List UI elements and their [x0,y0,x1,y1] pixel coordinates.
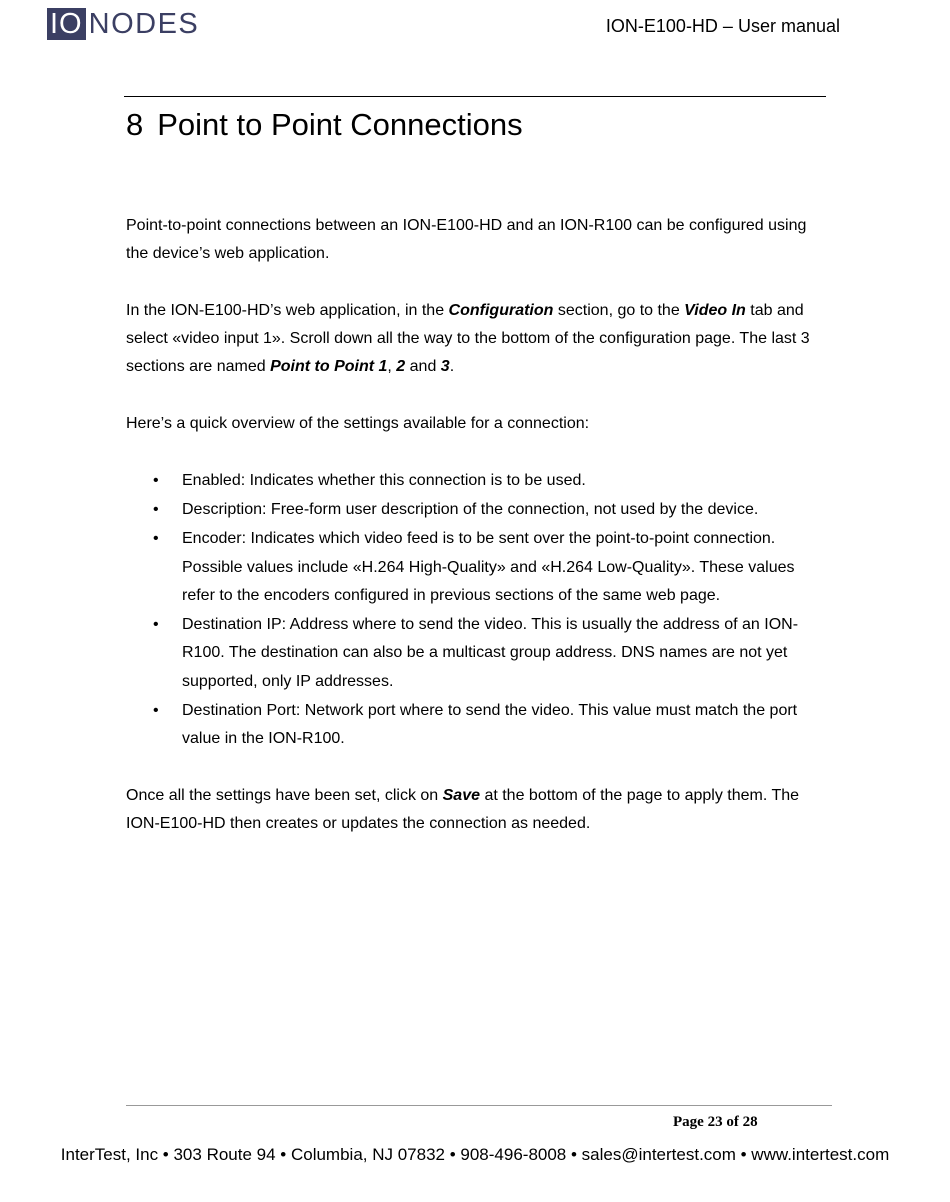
list-item [126,611,826,696]
bullet-icon: • [153,471,159,489]
closing-emphasis-save: Save [442,786,480,804]
nav-emphasis-2: 2 [396,358,406,376]
logo-box: IO [47,8,86,40]
nav-emphasis-3: 3 [440,358,450,376]
nav-text-2: section, go to the [553,301,685,319]
navigation-paragraph [126,297,826,382]
list-item-text: Destination Port: Network port where to send the video. This value must match the port value in the ION-R100. [182,702,798,748]
logo-text: NODES [88,8,200,40]
header-divider [124,96,826,97]
list-item-text: Destination IP: Address where to send the video. This is usually the address of an ION-R100. The destination can also be a multicast group address. DNS names are not yet supported, only IP addresses. [182,616,799,690]
bullet-icon: • [153,500,159,518]
list-item-text: Encoder: Indicates which video feed is to be sent over the point-to-point connection. Possible values include «H.264 High-Quality» and «H.264 Low-Quality». These values refer to the encoders configured in previous sections of the same web page. [182,530,795,604]
list-item [126,496,826,524]
list-item [126,697,826,754]
overview-paragraph: Here’s a quick overview of the settings available for a connection: [126,415,590,433]
nav-text-5: and [405,358,441,376]
nav-emphasis-configuration: Configuration [448,301,554,319]
page-number: Page 23 of 28 [673,1114,758,1130]
list-item-text: Enabled: Indicates whether this connection is to be used. [182,471,586,489]
nav-emphasis-point-to-point-1: Point to Point 1 [270,358,388,376]
bullet-icon: • [153,616,159,634]
bullet-icon: • [153,702,159,720]
section-number: 8 [126,107,144,142]
list-item [126,525,826,610]
section-heading [126,106,523,144]
body-text [126,212,826,867]
bullet-icon: • [153,530,159,548]
nav-text-3: tab and select «video input 1». Scroll down all the way to the bottom of the configuration page. The last 3 sections are named [126,301,810,376]
footer-contact: InterTest, Inc • 303 Route 94 • Columbia, NJ 07832 • 908-496-8008 • sales@intertest.com • www.intertest.com [60,1145,890,1164]
settings-list [126,467,826,754]
nav-text-6: . [449,358,455,376]
list-item [126,467,826,495]
closing-paragraph [126,782,826,839]
intro-paragraph: Point-to-point connections between an ION-E100-HD and an ION-R100 can be configured using the device’s web application. [126,217,807,263]
closing-text-1: Once all the settings have been set, click on [126,786,443,804]
ionodes-logo [47,8,199,40]
list-item-text: Description: Free-form user description of the connection, not used by the device. [182,500,759,518]
section-title: Point to Point Connections [157,107,523,142]
nav-emphasis-video-in: Video In [684,301,746,319]
nav-text-4: , [387,358,397,376]
footer-divider [126,1105,832,1106]
nav-text-1: In the ION-E100-HD’s web application, in the [126,301,449,319]
closing-text-2: at the bottom of the page to apply them. The ION-E100-HD then creates or updates the connection as needed. [126,786,800,833]
document-title: ION-E100-HD – User manual [605,16,840,36]
